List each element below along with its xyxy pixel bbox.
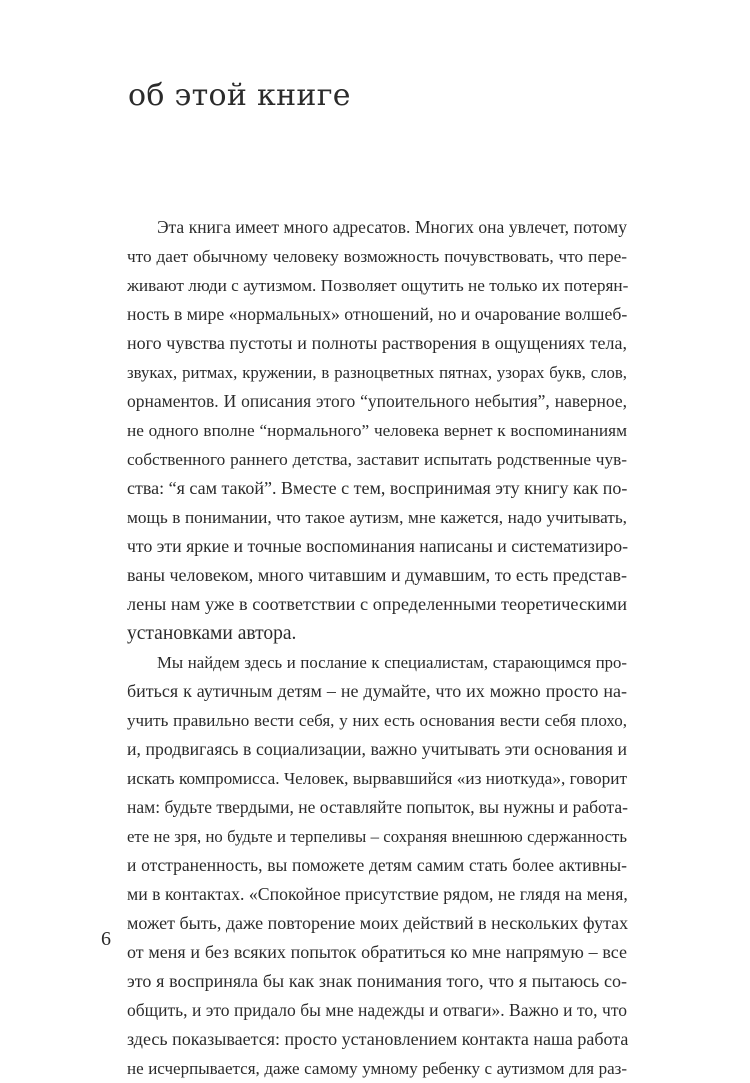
text-line: нам: будьте твердыми, не оставляйте попыток, вы нужны и работа- [127, 797, 629, 817]
text-line: орнаментов. И описания этого “упоительного небытия”, наверное, [127, 391, 627, 411]
text-line: мощь в понимании, что такое аутизм, мне кажется, надо учитывать, [127, 508, 627, 527]
text-line: ете не зря, но будьте и терпеливы – сохраняя внешнюю сдержанность [127, 827, 627, 846]
text-line: от меня и без всяких попыток обратиться ко мне напрямую – все [127, 942, 627, 962]
text-line: что дает обычному человеку возможность почувствовать, что пере- [127, 247, 627, 266]
chapter-heading: об этой книге [128, 78, 351, 113]
page-number: 6 [101, 928, 111, 950]
text-line: ства: “я сам такой”. Вместе с тем, воспринимая эту книгу как по- [127, 478, 628, 498]
text-line: биться к аутичным детям – не думайте, что их можно просто на- [127, 681, 627, 701]
text-line: не исчерпывается, даже самому умному ребенку с аутизмом для раз- [127, 1059, 627, 1078]
text-line: учить правильно вести себя, у них есть основания вести себя плохо, [127, 711, 627, 730]
text-line: и, продвигаясь в социализации, важно учитывать эти основания и [127, 739, 627, 759]
text-line: ми в контактах. «Спокойное присутствие рядом, не глядя на меня, [127, 884, 628, 904]
text-line: это я восприняла бы как знак понимания того, что я пытаюсь со- [127, 971, 627, 991]
text-line: Эта книга имеет много адресатов. Многих она увлечет, потому [157, 217, 627, 237]
text-line: Мы найдем здесь и послание к специалистам, старающимся про- [157, 653, 627, 672]
text-line: и отстраненность, вы поможете детям самим стать более активны- [127, 855, 627, 875]
text-line: ваны человеком, много читавшим и думавшим, то есть представ- [127, 565, 627, 585]
text-line: установками автора. [127, 623, 297, 644]
body-text [127, 213, 627, 1083]
text-line: не одного вполне “нормального” человека вернет к воспоминаниям [127, 421, 627, 440]
text-line: ного чувства пустоты и полноты растворения в ощущениях тела, [127, 333, 627, 353]
text-line: что эти яркие и точные воспоминания написаны и систематизиро- [127, 536, 629, 556]
text-line: здесь показывается: просто установлением контакта наша работа [127, 1029, 629, 1049]
text-line: собственного раннего детства, заставит испытать родственные чув- [127, 450, 627, 469]
text-line: лены нам уже в соответствии с определенными теоретическими [127, 594, 627, 614]
text-line: может быть, даже повторение моих действий в нескольких футах [127, 913, 629, 933]
text-line: ность в мире «нормальных» отношений, но и очарование волшеб- [127, 304, 628, 324]
text-line: общить, и это придало бы мне надежды и отваги». Важно и то, что [127, 1000, 627, 1020]
text-line: звуках, ритмах, кружении, в разноцветных пятнах, узорах букв, слов, [127, 363, 627, 382]
text-line: живают люди с аутизмом. Позволяет ощутить не только их потерян- [127, 276, 629, 295]
text-line: искать компромисса. Человек, вырвавшийся «из ниоткуда», говорит [127, 769, 627, 788]
